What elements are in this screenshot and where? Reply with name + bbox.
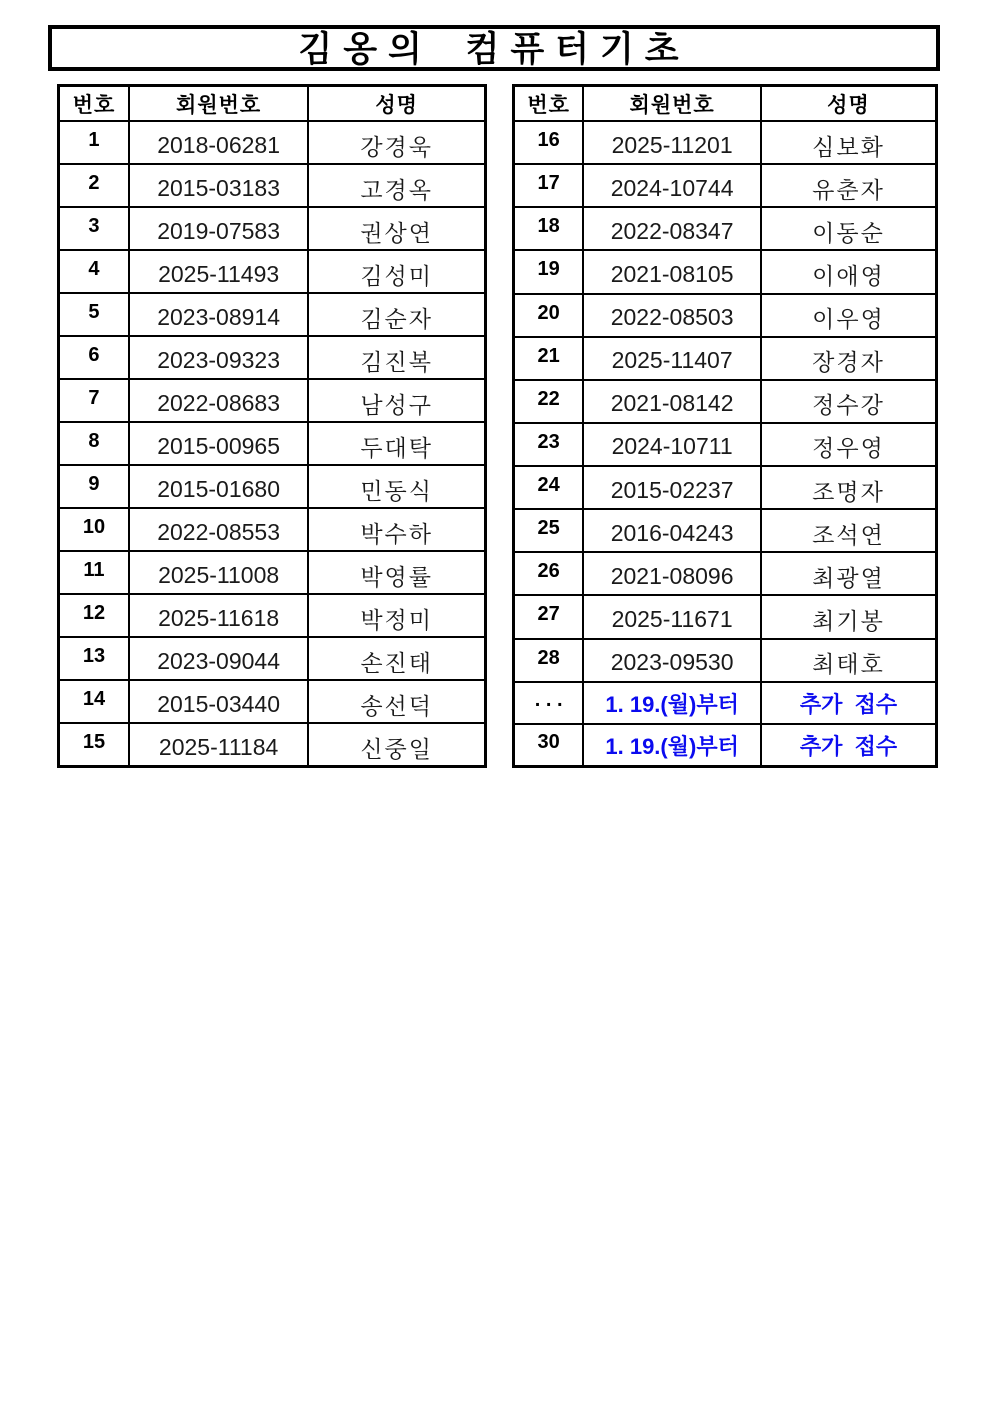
member-name-cell: 고경옥 — [308, 164, 485, 207]
member-id-cell: 2025-11407 — [583, 337, 761, 380]
table-row — [59, 465, 486, 508]
member-table-left — [57, 84, 487, 768]
member-id-cell: 2021-08105 — [583, 250, 761, 293]
member-name-cell: 박수하 — [308, 508, 485, 551]
page-title: 김옹의 컴퓨터기초 — [298, 30, 690, 69]
member-no-cell: 18 — [514, 207, 584, 250]
member-id-cell: 2018-06281 — [129, 121, 308, 164]
member-id-cell: 2025-11008 — [129, 551, 308, 594]
table-row — [514, 337, 937, 380]
member-id-cell: 2025-11671 — [583, 595, 761, 638]
member-id-cell: 2025-11618 — [129, 594, 308, 637]
table-row — [59, 594, 486, 637]
member-name-cell: 조석연 — [761, 509, 937, 552]
table-row — [59, 723, 486, 767]
table-row — [59, 508, 486, 551]
member-no-cell: 28 — [514, 639, 584, 682]
table-row — [514, 639, 937, 682]
member-name-cell: 장경자 — [761, 337, 937, 380]
member-id-cell: 2015-03440 — [129, 680, 308, 723]
member-no-cell: 21 — [514, 337, 584, 380]
column-header-name: 성명 — [308, 86, 485, 122]
member-no-cell: 30 — [514, 724, 584, 767]
member-id-cell: 2015-01680 — [129, 465, 308, 508]
table-row — [514, 682, 937, 724]
table-row — [59, 207, 486, 250]
member-no-cell: 11 — [59, 551, 129, 594]
table-row — [514, 423, 937, 466]
member-name-cell: 이우영 — [761, 294, 937, 337]
table-row — [59, 551, 486, 594]
member-name-cell: 최광열 — [761, 552, 937, 595]
member-id-cell: 2023-08914 — [129, 293, 308, 336]
member-no-cell: 17 — [514, 164, 584, 207]
member-id-cell: 2015-00965 — [129, 422, 308, 465]
table-row — [59, 121, 486, 164]
member-id-cell: 2023-09530 — [583, 639, 761, 682]
member-no-cell: 9 — [59, 465, 129, 508]
member-no-cell: 26 — [514, 552, 584, 595]
member-no-cell: 12 — [59, 594, 129, 637]
member-no-cell: 10 — [59, 508, 129, 551]
member-name-cell: 남성구 — [308, 379, 485, 422]
member-no-cell: 2 — [59, 164, 129, 207]
table-row — [59, 164, 486, 207]
table-row — [514, 509, 937, 552]
column-header-no: 번호 — [59, 86, 129, 122]
member-id-cell: 1. 19.(월)부터 — [583, 724, 761, 767]
column-header-member-id: 회원번호 — [583, 86, 761, 122]
member-id-cell: 2015-03183 — [129, 164, 308, 207]
table-row — [514, 250, 937, 293]
member-name-cell: 박영률 — [308, 551, 485, 594]
member-no-cell: 24 — [514, 466, 584, 509]
member-no-cell: 4 — [59, 250, 129, 293]
table-row — [59, 637, 486, 680]
member-name-cell: 김진복 — [308, 336, 485, 379]
member-name-cell: 추가 접수 — [761, 724, 937, 767]
member-name-cell: 강경욱 — [308, 121, 485, 164]
member-no-cell: 13 — [59, 637, 129, 680]
member-name-cell: 신중일 — [308, 723, 485, 767]
member-id-cell: 2019-07583 — [129, 207, 308, 250]
table-row — [514, 207, 937, 250]
member-no-cell: 22 — [514, 380, 584, 423]
member-no-cell: 1 — [59, 121, 129, 164]
member-id-cell: 2021-08142 — [583, 380, 761, 423]
table-row — [514, 552, 937, 595]
member-name-cell: 최기봉 — [761, 595, 937, 638]
member-no-cell: 5 — [59, 293, 129, 336]
title-box — [48, 25, 940, 71]
table-row — [514, 294, 937, 337]
member-no-cell: 16 — [514, 121, 584, 164]
column-header-no: 번호 — [514, 86, 584, 122]
member-id-cell: 2025-11184 — [129, 723, 308, 767]
member-name-cell: 김순자 — [308, 293, 485, 336]
member-name-cell: 정우영 — [761, 423, 937, 466]
member-no-cell: 7 — [59, 379, 129, 422]
member-name-cell: 정수강 — [761, 380, 937, 423]
member-name-cell: 이동순 — [761, 207, 937, 250]
member-no-cell: 3 — [59, 207, 129, 250]
member-name-cell: 이애영 — [761, 250, 937, 293]
member-no-cell: 6 — [59, 336, 129, 379]
table-row — [514, 466, 937, 509]
member-id-cell: 2024-10744 — [583, 164, 761, 207]
member-id-cell: 2021-08096 — [583, 552, 761, 595]
table-row — [59, 379, 486, 422]
member-no-cell: 15 — [59, 723, 129, 767]
table-row — [514, 164, 937, 207]
member-name-cell: 심보화 — [761, 121, 937, 164]
member-name-cell: 손진태 — [308, 637, 485, 680]
member-no-cell: 19 — [514, 250, 584, 293]
member-no-cell: 8 — [59, 422, 129, 465]
table-row — [59, 680, 486, 723]
member-name-cell: 추가 접수 — [761, 682, 937, 724]
member-no-cell: 27 — [514, 595, 584, 638]
member-name-cell: 최태호 — [761, 639, 937, 682]
header-row — [59, 86, 486, 122]
column-header-name: 성명 — [761, 86, 937, 122]
table-row — [514, 724, 937, 767]
member-id-cell: 2022-08503 — [583, 294, 761, 337]
member-no-cell: 23 — [514, 423, 584, 466]
member-id-cell: 2024-10711 — [583, 423, 761, 466]
member-id-cell: 2022-08347 — [583, 207, 761, 250]
header-row — [514, 86, 937, 122]
member-id-cell: 2016-04243 — [583, 509, 761, 552]
table-row — [59, 293, 486, 336]
member-name-cell: 박정미 — [308, 594, 485, 637]
tables-container — [57, 84, 938, 768]
member-name-cell: 유춘자 — [761, 164, 937, 207]
member-no-cell: 20 — [514, 294, 584, 337]
column-header-member-id: 회원번호 — [129, 86, 308, 122]
member-name-cell: 권상연 — [308, 207, 485, 250]
member-id-cell: 2025-11201 — [583, 121, 761, 164]
table-row — [59, 336, 486, 379]
table-row — [514, 595, 937, 638]
member-name-cell: 송선덕 — [308, 680, 485, 723]
member-no-cell: 25 — [514, 509, 584, 552]
member-id-cell: 2022-08683 — [129, 379, 308, 422]
table-row — [514, 121, 937, 164]
member-name-cell: 민동식 — [308, 465, 485, 508]
table-row — [59, 422, 486, 465]
table-row — [59, 250, 486, 293]
member-table-right — [512, 84, 938, 768]
member-no-cell: 14 — [59, 680, 129, 723]
member-name-cell: 김성미 — [308, 250, 485, 293]
member-id-cell: 2023-09044 — [129, 637, 308, 680]
member-no-cell: . . . — [514, 682, 584, 724]
member-id-cell: 2015-02237 — [583, 466, 761, 509]
member-name-cell: 두대탁 — [308, 422, 485, 465]
table-row — [514, 380, 937, 423]
member-id-cell: 2023-09323 — [129, 336, 308, 379]
member-id-cell: 1. 19.(월)부터 — [583, 682, 761, 724]
member-id-cell: 2022-08553 — [129, 508, 308, 551]
member-id-cell: 2025-11493 — [129, 250, 308, 293]
member-name-cell: 조명자 — [761, 466, 937, 509]
